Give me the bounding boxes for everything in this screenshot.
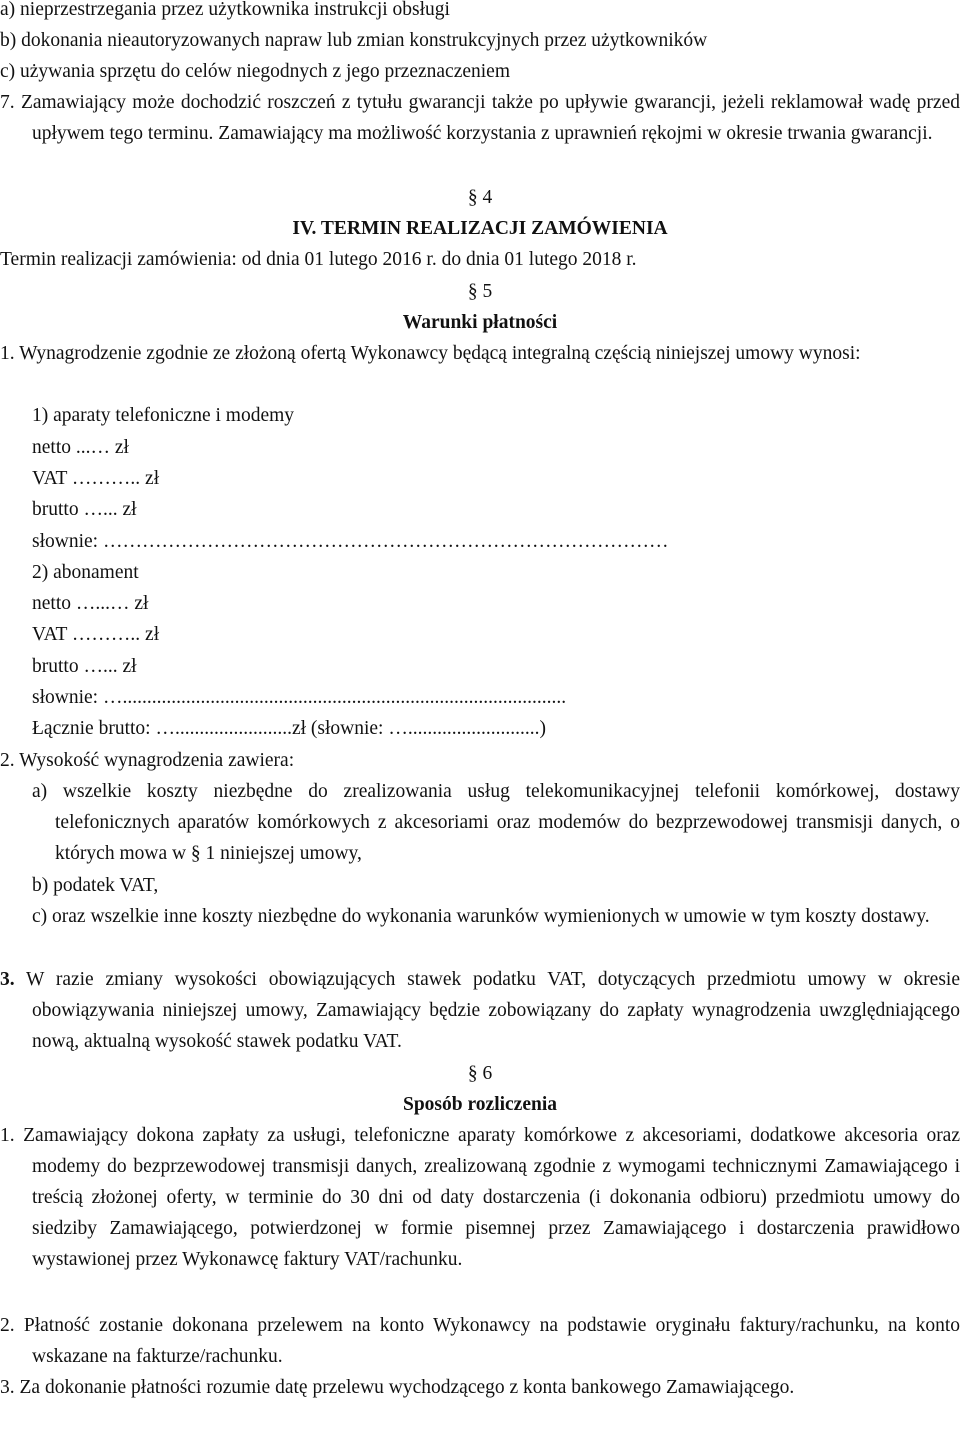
- group-1-title: 1) aparaty telefoniczne i modemy: [32, 405, 295, 426]
- section-5-point-3: [0, 964, 960, 1057]
- group-1-netto: netto ...… zł: [32, 437, 129, 458]
- section-5-point-2c: c) oraz wszelkie inne koszty niezbędne do wykonania warunków wymienionych w umowie w tym koszty dostawy.: [32, 906, 930, 927]
- group-1-brutto: brutto …... zł: [32, 499, 137, 520]
- list-item-c: c) używania sprzętu do celów niegodnych z jego przeznaczeniem: [0, 61, 511, 82]
- section-5-number: § 5: [467, 281, 493, 302]
- group-2-title: 2) abonament: [32, 562, 139, 583]
- section-5-title: Warunki płatności: [402, 312, 558, 333]
- section-4-text: Termin realizacji zamówienia: od dnia 01 lutego 2016 r. do dnia 01 lutego 2018 r.: [0, 249, 637, 270]
- group-1-vat: VAT ……….. zł: [32, 468, 160, 489]
- list-item-b: b) dokonania nieautoryzowanych napraw lub zmian konstrukcyjnych przez użytkowników: [0, 30, 708, 51]
- section-5-point-1: 1. Wynagrodzenie zgodnie ze złożoną ofertą Wykonawcy będącą integralną częścią niniejszej umowy wynosi:: [0, 343, 861, 364]
- group-1-slownie: słownie: ……………………………………………………………………………: [32, 531, 669, 552]
- section-6-point-1: 1. Zamawiający dokona zapłaty za usługi, telefoniczne aparaty komórkowe z akcesoriami, dodatkowe akcesoria oraz modemy do bezprzewodowej transmisji danych, zrealizowaną zgodnie z wymogami technicznymi Zamawiającego i treścią złożonej oferty, w terminie do 30 dni od daty dostarczenia (i dokonania odbioru) przedmiotu umowy do siedziby Zamawiającego, potwierdzonej w formie pisemnej przez Zamawiającego i dostarczenia prawidłowo wystawionej przez Wykonawcę faktury VAT/rachunku.: [0, 1125, 960, 1270]
- section-6-point-2: 2. Płatność zostanie dokonana przelewem na konto Wykonawcy na podstawie oryginału faktury/rachunku, na konto wskazane na fakturze/rachunku.: [0, 1315, 960, 1367]
- group-2-brutto: brutto …... zł: [32, 656, 137, 677]
- section-6-point-3: 3. Za dokonanie płatności rozumie datę przelewu wychodzącego z konta bankowego Zamawiającego.: [0, 1377, 795, 1398]
- group-2-slownie: słownie: …...........................................................................................: [32, 687, 567, 708]
- item-7-paragraph: 7. Zamawiający może dochodzić roszczeń z tytułu gwarancji także po upływie gwarancji, jeżeli reklamował wadę przed upływem tego terminu. Zamawiający ma możliwość korzystania z uprawnień rękojmi w okresie trwania gwarancji.: [0, 92, 960, 144]
- group-2-netto: netto …...… zł: [32, 593, 149, 614]
- group-2-vat: VAT ……….. zł: [32, 624, 160, 645]
- section-5-point-3-text: W razie zmiany wysokości obowiązujących stawek podatku VAT, dotyczących przedmiotu umowy w okresie obowiązywania niniejszej umowy, Zamawiający będzie zobowiązany do zapłaty wynagrodzenia uwzględniającego nową, aktualną wysokość stawek podatku VAT.: [14, 969, 960, 1052]
- section-6-number: § 6: [467, 1063, 493, 1084]
- section-4-number: § 4: [467, 187, 493, 208]
- list-item-a: a) nieprzestrzegania przez użytkownika instrukcji obsługi: [0, 0, 450, 20]
- section-5-point-2a: a) wszelkie koszty niezbędne do zrealizowania usług telekomunikacyjnej telefonii komórkowej, dostawy telefonicznych aparatów komórkowych z akcesoriami oraz modemów do bezprzewodowej transmisji danych, o których mowa w § 1 niniejszej umowy,: [32, 781, 960, 864]
- total-gross: Łącznie brutto: …........................zł (słownie: …...........................): [32, 718, 546, 739]
- section-5-point-2b: b) podatek VAT,: [32, 875, 159, 896]
- section-5-point-3-number: 3.: [0, 969, 15, 990]
- section-6-title: Sposób rozliczenia: [402, 1094, 558, 1115]
- section-4-title: IV. TERMIN REALIZACJI ZAMÓWIENIA: [292, 218, 668, 239]
- section-5-point-2: 2. Wysokość wynagrodzenia zawiera:: [0, 750, 295, 771]
